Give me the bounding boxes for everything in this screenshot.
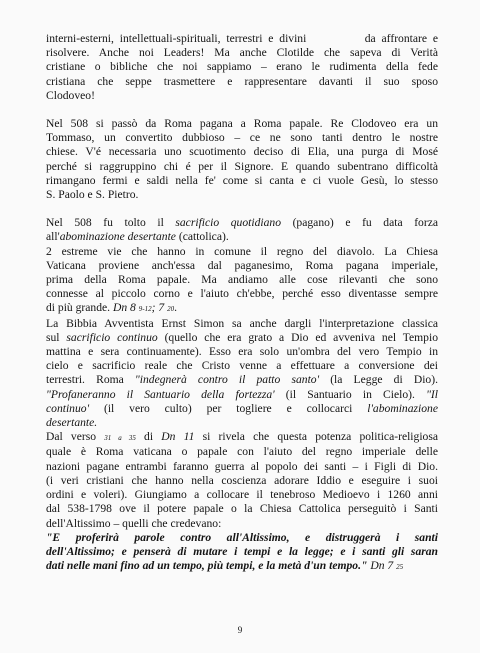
text-segment: (il vero culto) per togliere e collocarci xyxy=(89,401,368,415)
text-segment: Dn 7 xyxy=(367,559,394,573)
paragraph-gap xyxy=(46,103,438,117)
text-line: rimangano fermi e saldi nella fe' come si canta e ci vuole Gesù, lo stesso xyxy=(46,173,438,187)
text-segment: sacrificio continuo xyxy=(66,330,158,344)
text-line xyxy=(46,301,438,316)
verse-ref: 9-12 xyxy=(138,305,152,314)
text-line: S. Paolo e S. Pietro. xyxy=(46,188,139,202)
text-segment: si rivela che questa potenza politica-religiosa xyxy=(194,430,439,444)
text-segment: (cattolica). xyxy=(175,230,229,244)
text-line: La Bibbia Avventista Ernst Simon sa anche dargli l'interpretazione classica xyxy=(46,316,438,330)
text-segment: terrestri. Roma xyxy=(46,373,135,387)
verse-ref: 20 xyxy=(167,305,175,314)
text-line: Vaticana proviene anch'essa dal paganesimo, Roma pagana imperiale, xyxy=(46,258,438,272)
text-line: dell'Altissimo – quelli che credevano: xyxy=(46,516,222,530)
text-segment: sacrificio quotidiano xyxy=(175,216,281,230)
text-segment: Nel 508 fu tolto il xyxy=(46,216,176,230)
text-segment: Dal verso xyxy=(46,430,105,444)
page-number: 9 xyxy=(237,625,243,635)
text-segment: sul xyxy=(46,330,67,344)
text-segment: "Il xyxy=(426,387,439,401)
text-line: 2 estreme vie che hanno in comune il regno del diavolo. La Chiesa xyxy=(46,244,438,258)
text-segment: ; 7 xyxy=(151,301,165,315)
text-segment: (quello che era grato a Dio ed avveniva nel Tempio xyxy=(157,330,439,344)
text-line: chiese. V'é necessaria uno scuotimento deciso di Elia, una purga di Mosé xyxy=(46,145,438,159)
text-line xyxy=(46,331,438,345)
text-segment: Dn 11 xyxy=(161,430,195,444)
quote-segment: dati nelle mani fino ad un tempo, più tempi, e la metà d'un tempo." xyxy=(46,559,368,573)
paragraph-gap xyxy=(46,202,438,216)
text-segment: da affrontare e xyxy=(364,32,439,45)
text-line: prima della Roma papale. Ma andiamo alle cose rilevanti che sono xyxy=(46,273,438,287)
text-segment: (il Santuario in Cielo). xyxy=(274,387,427,401)
text-line: nazioni pagane entrambi faranno guerra al popolo dei santi – i Figli di Dio. xyxy=(46,459,438,473)
text-line: ordini e voleri). Giungiamo a collocare il tenebroso Medioevo i 1260 anni xyxy=(46,488,438,502)
text-line xyxy=(46,430,438,445)
text-line xyxy=(46,32,438,46)
text-line: risolvere. Anche noi Leaders! Ma anche Clotilde che sapeva di Verità xyxy=(46,46,438,60)
text-line xyxy=(46,230,438,244)
text-line: connesse al piccolo corno e l'aiuto ch'ebbe, perché esso diventasse sempre xyxy=(46,287,438,301)
text-segment: "indegnerà contro il patto santo' xyxy=(134,373,320,387)
text-line xyxy=(46,216,438,230)
text-line xyxy=(46,388,438,402)
text-segment: (pagano) e fu data forza xyxy=(281,216,439,230)
text-line xyxy=(46,373,438,387)
text-segment: di più grande. xyxy=(46,301,113,315)
verse-ref: 25 xyxy=(396,563,404,572)
text-segment: di xyxy=(135,430,162,444)
body-text xyxy=(46,32,438,574)
text-segment: . xyxy=(174,301,177,315)
text-line: cielo e sacrificio reale che Cristo venne a effettuare a conversione dei xyxy=(46,359,438,373)
text-segment: continuo' xyxy=(46,401,90,415)
text-line: desertante. xyxy=(46,416,98,430)
verse-ref: 31 a 35 xyxy=(104,434,136,443)
text-line: Clodoveo! xyxy=(46,88,95,102)
text-line: quale è Roma vaticana o papale con l'aiuto del regno imperiale delle xyxy=(46,445,438,459)
text-segment: (la Legge di Dio). xyxy=(319,373,438,387)
text-segment: Dn 8 xyxy=(112,301,136,315)
text-segment: "Profaneranno il Santuario della fortezza' xyxy=(46,387,275,401)
text-line: Nel 508 si passò da Roma pagana a Roma papale. Re Clodoveo era un xyxy=(46,117,438,131)
text-line: mattina e sera continuamente). Esso era solo un'ombra del vero Tempio in xyxy=(46,345,438,359)
text-line: cristiana che seppe trasmettere e rappresentare davanti il suo sposo xyxy=(46,74,438,88)
quote-line: dell'Altissimo; e penserà di mutare i tempi e la legge; e i santi gli saran xyxy=(46,544,438,558)
text-line: dal 538-1798 ove il potere papale o la Chiesa Cattolica perseguitò i Santi xyxy=(46,502,438,516)
text-segment: abominazione desertante xyxy=(59,230,176,244)
text-line: perché si raggruppino chi é per il Signore. E quando subentrano difficoltà xyxy=(46,159,438,173)
text-line: cristiane o bibliche che noi sappiamo – erano le rudimenta della fede xyxy=(46,60,438,74)
quote-line: "E proferirà parole contro all'Altissimo, e distruggerà i santi xyxy=(46,530,438,544)
text-segment: l'abominazione xyxy=(367,401,438,415)
text-segment: all' xyxy=(46,230,60,244)
text-line: Tommaso, un convertito dubbioso – ce ne sono tanti dentro le nostre xyxy=(46,131,438,145)
text-segment: interni-esterni, intellettuali-spirituali, terrestri e divini xyxy=(46,32,307,45)
text-line: (i veri cristiani che hanno nella coscienza adorare Iddio e eseguire i suoi xyxy=(46,473,438,487)
text-line xyxy=(46,402,438,416)
quote-line xyxy=(46,559,438,574)
